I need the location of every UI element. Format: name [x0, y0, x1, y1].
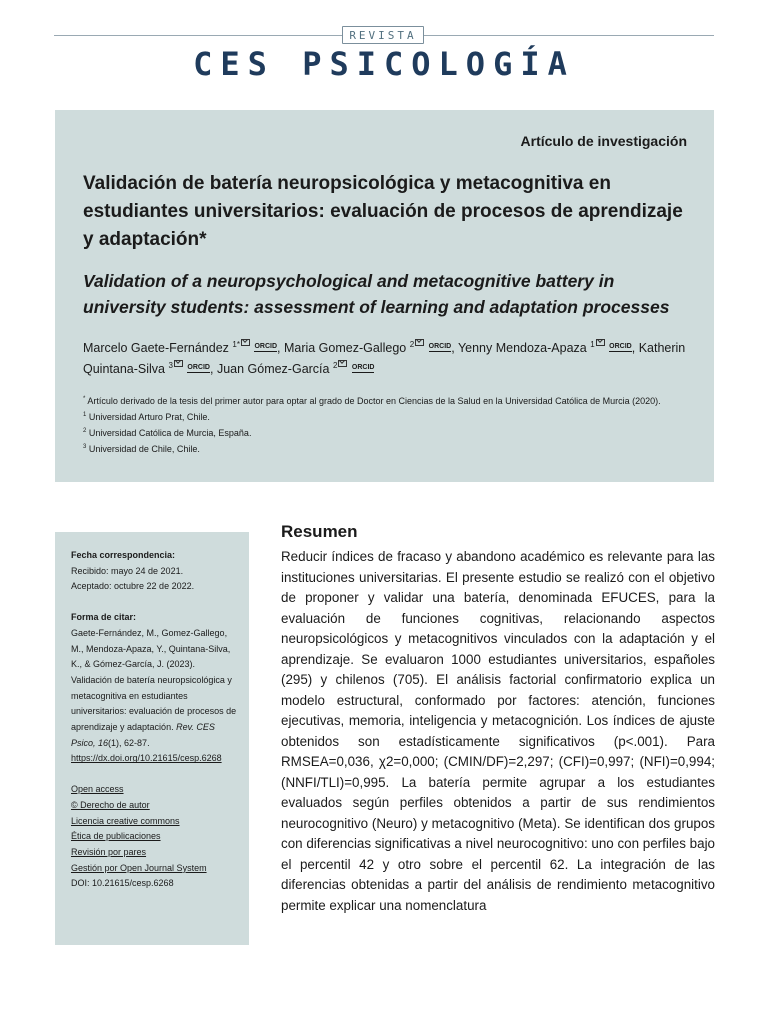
cite-heading: Forma de citar:: [71, 612, 137, 623]
author[interactable]: Marcelo Gaete-Fernández $^{1*}$ ORCID: [83, 340, 277, 356]
author[interactable]: Maria Gomez-Gallego $^2$ ORCID: [283, 340, 452, 356]
email-icon[interactable]: [415, 339, 424, 346]
author[interactable]: Katherin Quintana-Silva $^3$ ORCID: [83, 341, 686, 377]
orcid-link[interactable]: ORCID: [187, 364, 210, 372]
peer-review-link[interactable]: Revisión por pares: [71, 846, 147, 857]
affiliation-2: $^2$ Universidad Católica de Murcia, España.: [83, 428, 252, 438]
affiliation-1: $^1$ Universidad Arturo Prat, Chile.: [83, 412, 210, 422]
abstract-heading: Resumen: [281, 522, 358, 541]
abstract-body: Reducir índices de fracaso y abandono académico es relevante para las instituciones universitarias. El presente estudio se realizó con el objetivo de proponer y validar una batería, denominada EFUCES, para la evaluación de funciones cognitivas, relacionando aspectos neuropsicológicos y metacognitivos vinculados con la adaptación y el aprendizaje. Se evaluaron 1000 estudiantes universitarios, españoles (295) y chilenos (705). El análisis factorial confirmatorio explica un modelo estructural, conformado por factores: atención, funciones ejecutivas, memoria, inteligencia y metacognición. Los índices de ajuste obtenidos son estadísticamente significativos (p<.001). Para RMSEA=0,036, χ2=0,000; (CMIN/DF)=2,297; (CFI)=0,997; (NFI)=0,994; (NNFI/TLI)=0,995. La batería permite agrupar a los estudiantes evaluados según perfiles obtenidos a partir de sus rendimientos neurocognitivo (Neuro) y metacognitivo (Meta). Se identifican dos grupos con diferencias significativas a nivel neurocognitivo: uno con perfiles bajo el percentil 42 y otro sobre el percentil 62. La integración de las diferencias obtenidas a partir del análisis de rendimiento metacognitivo permite explicar una nomenclatura: [281, 549, 715, 913]
orcid-link[interactable]: ORCID: [254, 343, 277, 351]
orcid-link[interactable]: ORCID: [351, 364, 375, 372]
citation-doi-link[interactable]: https://dx.doi.org/10.21615/cesp.6268: [71, 753, 222, 764]
orcid-link[interactable]: ORCID: [428, 343, 452, 351]
email-icon[interactable]: [241, 339, 250, 346]
email-icon[interactable]: [596, 339, 605, 346]
email-icon[interactable]: [174, 360, 183, 367]
title-english: Validation of a neuropsychological and metacognitive battery in university students: assessment of learning and adaptation processes: [83, 271, 670, 317]
doi: DOI: 10.21615/cesp.6268: [71, 878, 174, 889]
masthead-rule-left: [54, 35, 342, 36]
article-info-sidebar: [55, 532, 249, 945]
copyright-link[interactable]: © Derecho de autor: [71, 799, 150, 810]
affiliation-notes: [83, 392, 693, 456]
author-list: Marcelo Gaete-Fernández $^{1*}$ ORCID, Maria Gomez-Gallego $^2$ ORCID, Yenny Mendoza-Apaza $^1$ ORCID, Katherin Quintana-Silva $^3$ ORCID, Juan Gómez-García $^2$ ORCID: [83, 340, 686, 377]
author[interactable]: Yenny Mendoza-Apaza $^1$ ORCID: [457, 340, 632, 356]
author[interactable]: Juan Gómez-García $^2$ ORCID: [216, 361, 375, 377]
orcid-link[interactable]: ORCID: [609, 343, 632, 351]
journal-title: CES PSICOLOGÍA: [193, 45, 575, 83]
title-spanish: Validación de batería neuropsicológica y metacognitiva en estudiantes universitarios: evaluación de procesos de aprendizaje y adaptación*: [83, 173, 683, 250]
citation: Gaete-Fernández, M., Gomez-Gallego, M., Mendoza-Apaza, Y., Quintana-Silva, K., & Gómez-García, J. (2023). Validación de batería neuropsicológica y metacognitiva en estudiantes universitarios: evaluación de procesos de aprendizaje y adaptación. Rev. CES Psico, 16(1), 62-87. https://dx.doi.org/10.21615/cesp.6268: [71, 627, 237, 764]
email-icon[interactable]: [338, 360, 347, 367]
masthead-rule-right: [424, 35, 714, 36]
article-type: Artículo de investigación: [520, 133, 687, 149]
journal-masthead: [0, 0, 768, 100]
note-thesis: * Artículo derivado de la tesis del primer autor para optar al grado de Doctor en Ciencias de la Salud en la Universidad Católica de Murcia (2020).: [83, 396, 661, 406]
ojs-link[interactable]: Gestión por Open Journal System: [71, 862, 207, 873]
open-access-link[interactable]: Open access: [71, 784, 124, 795]
accepted-date: Aceptado: octubre 22 de 2022.: [71, 581, 195, 592]
revista-label: REVISTA: [342, 26, 424, 44]
received-date: Recibido: mayo 24 de 2021.: [71, 565, 184, 576]
license-link[interactable]: Licencia creative commons: [71, 815, 180, 826]
dates-heading: Fecha correspondencia:: [71, 550, 176, 560]
affiliation-3: $^3$ Universidad de Chile, Chile.: [83, 444, 200, 454]
ethics-link[interactable]: Ética de publicaciones: [71, 831, 161, 842]
